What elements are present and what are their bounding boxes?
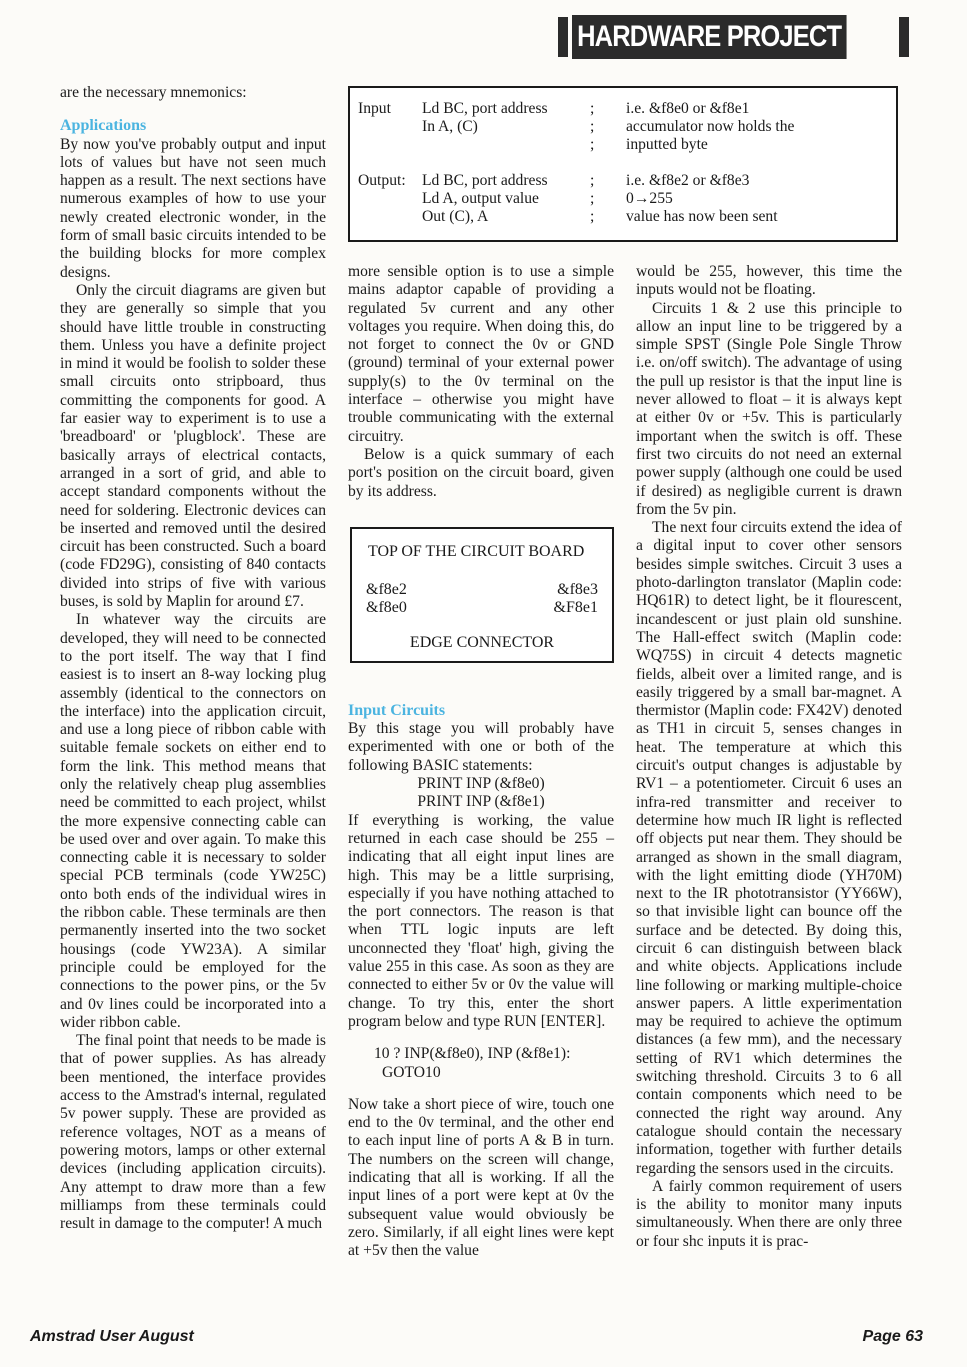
paragraph: The final point that needs to be made is that of power supplies. As has already been mentioned, the interface provides access to the Amstrad's internal, regulated 5v power supply. These are provided as reference voltages, NOT as a means of powering motors, lamps or other external devices (including application circuits). Any attempt to draw more than a few milliamps from these terminals could result in damage to the computer! A much — [60, 1032, 326, 1233]
basic-statement: PRINT INP (&f8e0) — [417, 775, 545, 793]
port-address: &f8e2 — [366, 581, 407, 598]
paragraph: By this stage you will probably have experimented with one or both of the following BASIC statements: — [348, 720, 614, 774]
code-semicolon: ; — [590, 172, 595, 189]
paragraph: A fairly common requirement of users is the ability to monitor many inputs simultaneously. When there are only three or four shc inputs it is prac- — [636, 1177, 902, 1250]
applications-heading: Applications — [60, 117, 147, 135]
code-note: 0→255 — [626, 190, 673, 207]
mnemonics-code-box — [348, 86, 898, 242]
input-label: Input — [358, 100, 391, 117]
paragraph: Only the circuit diagrams are given but they are generally so simple that you should have little trouble in constructing them. Unless you have a definite project in mind it would be foolish to solder these small circuits onto stripboard, thus committing the components for good. A far easier way to experiment is to use a 'breadboard' or 'plugblock'. These are basically arrays of electrical contacts, arranged in a sort of grid, and able to accept standard components without the need for soldering. Electronic devices can be inserted and removed until the desired circuit has been constructed. Such a board (code FD29G), consisting of 840 contacts divided into strips of five with various buses, is sold by Maplin for around £7. — [60, 281, 326, 611]
paragraph: Below is a quick summary of each port's position on the circuit board, given by its address. — [348, 445, 614, 500]
code-command: Out (C), A — [422, 208, 489, 225]
code-note: i.e. &f8e2 or &f8e3 — [626, 172, 750, 189]
paragraph: The next four circuits extend the idea of a digital input to cover other sensors besides simple switches. Circuit 3 uses a photo-darlington translator (Maplin code: HQ61R) to detect light, be it flourescent, incandescent or just plain old sunshine. The Hall-effect switch (Maplin code: WQ75S) in circuit 4 detects magnetic fields, albeit over a limited range, and is easily triggered by a small bar-magnet. A thermistor (Maplin code: FX42V) denoted as TH1 in circuit 5, senses changes in heat. The temperature at which this circuit's output changes is adjustable by RV1 – a potentiometer. Circuit 6 uses an infra-red transmitter and receiver to determine how much IR light is reflected off objects put near them. They should be arranged as shown in the small diagram, with the light emitting diode (YH70M) next to the IR phototransistor (YY66W), so that invisible light can bounce off the surface and be detected. By doing this, circuit 6 can distinguish between black and white objects. Applications include line following or marking multiple-choice answer papers. A little experimentation may be required to achieve the optimum distances (a few mm), and the necessary setting of RV1 which determines the switching threshold. Circuits 3 to 6 all contain components which need to be connected the right way around. Any catalogue should contain the necessary information, together with further details regarding the sensors used in the circuits. — [636, 519, 902, 1177]
footer-magazine-title: Amstrad User August — [30, 1328, 194, 1345]
section-header — [558, 12, 909, 62]
code-command: Ld A, output value — [422, 190, 539, 207]
paragraph: If everything is working, the value returned in each case should be 255 – indicating that all eight input lines are high. This may be a little surprising, especially if you have nothing attached to the port connectors. The reason is that when TTL logic inputs are left unconnected they 'float' high, giving the value 255 in this case. As soon as they are connected to either 5v or 0v the value will change. To try this, enter the short program below and type RUN [ENTER]. — [348, 811, 614, 1030]
header-left-block — [558, 17, 568, 57]
paragraph: Circuits 1 & 2 use this principle to allow an input line to be triggered by a simple SPST (Single Pole Single Throw i.e. on/off switch). The advantage of using the pull up resistor is that the input line is never allowed to float – it is always kept at either 0v or +5v. This is particularly important when the switch is off. These first two circuits do not need an external power supply (although one could be used if desired) as negligible current is drawn from the 5v pin. — [636, 299, 902, 518]
code-semicolon: ; — [590, 208, 595, 225]
paragraph: By now you've probably output and input lots of values but have not seen much happen as a result. The next sections have numerous examples of how to use your newly created electronic wonder, in the form of small basic circuits intended to be the building blocks for more complex designs. — [60, 135, 326, 281]
input-circuits-heading: Input Circuits — [348, 701, 446, 719]
header-right-block — [899, 17, 909, 57]
program-line: 10 ? INP(&f8e0), INP (&f8e1): — [374, 1045, 571, 1063]
basic-statement: PRINT INP (&f8e1) — [417, 793, 545, 811]
code-command: In A, (C) — [422, 118, 478, 135]
code-note: accumulator now holds the — [626, 118, 795, 135]
basic-program — [374, 1045, 614, 1082]
code-note: i.e. &f8e0 or &f8e1 — [626, 100, 750, 117]
paragraph: In whatever way the circuits are developed, they will need to be connected to the port itself. The way that I find easiest is to insert an 8-way locking plug assembly (identical to the connectors on the interface) into the application circuit, and use a long piece of ribbon cable with suitable female sockets on either end to form the link. This method means that only the relatively cheap plug assemblies need be committed to each project, whilst the more expensive connecting cable can be used over and over again. To make this connecting cable it is necessary to solder special PCB terminals (code YW25C) onto both ends of the individual wires in the ribbon cable. These terminals are then permanently inserted into the two socket housings (code YW23A). A similar principle could be employed for the connections to the power pins, or the 5v and 0v lines could be incorporated into a wider ribbon cable. — [60, 611, 326, 1031]
column-1 — [60, 84, 326, 1233]
code-semicolon: ; — [590, 100, 595, 117]
circuit-board-diagram — [350, 527, 614, 663]
code-command: Ld BC, port address — [422, 100, 548, 117]
code-semicolon: ; — [590, 190, 595, 207]
board-bottom-label: EDGE CONNECTOR — [409, 634, 555, 651]
code-note: value has now been sent — [626, 208, 778, 225]
program-line: GOTO10 — [382, 1063, 441, 1081]
board-top-label: TOP OF THE CIRCUIT BOARD — [368, 543, 585, 560]
code-semicolon: ; — [590, 136, 595, 153]
code-note: inputted byte — [626, 136, 708, 153]
paragraph: more sensible option is to use a simple mains adaptor capable of providing a regulated 5v current and any other voltages you require. When doing this, do not forget to connect the 0v or GND (ground) terminal of your external power supply(s) to the 0v terminal on the interface – otherwise you might have trouble communicating with the external circuitry. — [348, 263, 614, 445]
page-number: Page 63 — [862, 1328, 923, 1345]
code-command: Ld BC, port address — [422, 172, 548, 189]
port-address: &f8e0 — [366, 599, 407, 616]
intro-text: are the necessary mnemonics: — [60, 84, 247, 101]
header-title: HARDWARE PROJECT — [572, 15, 846, 59]
column-2 — [348, 263, 614, 1260]
code-semicolon: ; — [590, 118, 595, 135]
paragraph: Now take a short piece of wire, touch one end to the 0v terminal, and the other end to each input line of ports A & B in turn. The numbers on the screen will change, indicating that all is working. If all the input lines of a port were kept at 0v the subsequent value would obviously be zero. Similarly, if all eight lines were kept at +5v then the value — [348, 1095, 614, 1260]
column-3 — [636, 263, 902, 1251]
paragraph: would be 255, however, this time the inputs would not be floating. — [636, 263, 902, 299]
output-label: Output: — [358, 172, 406, 189]
code-row — [358, 172, 750, 190]
code-row — [358, 100, 750, 118]
port-address: &f8e3 — [557, 581, 598, 598]
port-address: &F8e1 — [553, 599, 598, 616]
